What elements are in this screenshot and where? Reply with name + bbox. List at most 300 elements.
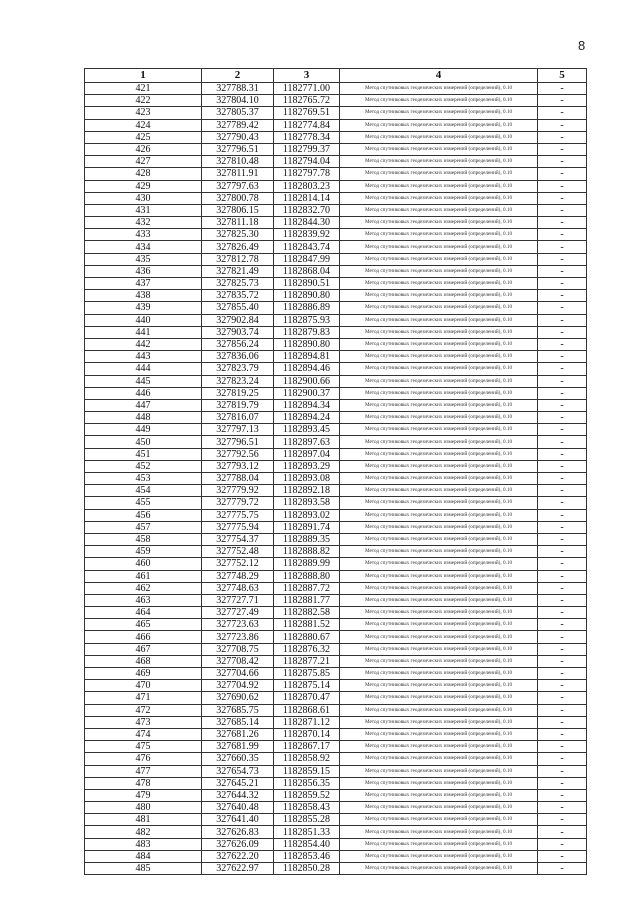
accuracy-cell: - — [538, 204, 587, 216]
accuracy-cell: - — [538, 546, 587, 558]
y-coordinate-cell: 1182858.92 — [274, 753, 340, 765]
y-coordinate-cell: 1182894.34 — [274, 399, 340, 411]
y-coordinate-cell: 1182879.83 — [274, 326, 340, 338]
x-coordinate-cell: 327704.92 — [202, 680, 274, 692]
method-cell: Метод спутниковых геодезических измерений (определений), 0.10 — [340, 302, 538, 314]
point-number-cell: 468 — [85, 655, 202, 667]
point-number-cell: 421 — [85, 83, 202, 95]
table-row — [85, 338, 587, 350]
table-row — [85, 399, 587, 411]
accuracy-cell: - — [538, 728, 587, 740]
y-coordinate-cell: 1182900.66 — [274, 375, 340, 387]
point-number-cell: 447 — [85, 399, 202, 411]
table-row — [85, 326, 587, 338]
table-row — [85, 192, 587, 204]
accuracy-cell: - — [538, 838, 587, 850]
x-coordinate-cell: 327779.92 — [202, 485, 274, 497]
point-number-cell: 473 — [85, 716, 202, 728]
method-cell: Метод спутниковых геодезических измерений (определений), 0.10 — [340, 680, 538, 692]
column-header-5: 5 — [538, 69, 587, 83]
table-row — [85, 570, 587, 582]
accuracy-cell: - — [538, 826, 587, 838]
table-row — [85, 473, 587, 485]
method-cell: Метод спутниковых геодезических измерений (определений), 0.10 — [340, 156, 538, 168]
column-header-1: 1 — [85, 69, 202, 83]
table-row — [85, 594, 587, 606]
y-coordinate-cell: 1182876.32 — [274, 643, 340, 655]
x-coordinate-cell: 327660.35 — [202, 753, 274, 765]
method-cell: Метод спутниковых геодезических измерений (определений), 0.10 — [340, 192, 538, 204]
method-cell: Метод спутниковых геодезических измерений (определений), 0.10 — [340, 460, 538, 472]
accuracy-cell: - — [538, 253, 587, 265]
table-row — [85, 229, 587, 241]
x-coordinate-cell: 327626.83 — [202, 826, 274, 838]
y-coordinate-cell: 1182794.04 — [274, 156, 340, 168]
point-number-cell: 455 — [85, 497, 202, 509]
table-row — [85, 655, 587, 667]
accuracy-cell: - — [538, 448, 587, 460]
accuracy-cell: - — [538, 95, 587, 107]
table-row — [85, 436, 587, 448]
table-row — [85, 278, 587, 290]
point-number-cell: 440 — [85, 314, 202, 326]
x-coordinate-cell: 327805.37 — [202, 107, 274, 119]
point-number-cell: 471 — [85, 692, 202, 704]
y-coordinate-cell: 1182847.99 — [274, 253, 340, 265]
table-row — [85, 814, 587, 826]
table-row — [85, 777, 587, 789]
table-row — [85, 83, 587, 95]
accuracy-cell: - — [538, 692, 587, 704]
accuracy-cell: - — [538, 363, 587, 375]
method-cell: Метод спутниковых геодезических измерений (определений), 0.10 — [340, 168, 538, 180]
table-row — [85, 631, 587, 643]
y-coordinate-cell: 1182858.43 — [274, 802, 340, 814]
accuracy-cell: - — [538, 802, 587, 814]
y-coordinate-cell: 1182870.14 — [274, 728, 340, 740]
y-coordinate-cell: 1182774.84 — [274, 119, 340, 131]
method-cell: Метод спутниковых геодезических измерений (определений), 0.10 — [340, 765, 538, 777]
accuracy-cell: - — [538, 789, 587, 801]
x-coordinate-cell: 327823.79 — [202, 363, 274, 375]
point-number-cell: 449 — [85, 424, 202, 436]
accuracy-cell: - — [538, 680, 587, 692]
y-coordinate-cell: 1182832.70 — [274, 204, 340, 216]
y-coordinate-cell: 1182797.78 — [274, 168, 340, 180]
accuracy-cell: - — [538, 570, 587, 582]
x-coordinate-cell: 327819.25 — [202, 387, 274, 399]
x-coordinate-cell: 327804.10 — [202, 95, 274, 107]
point-number-cell: 430 — [85, 192, 202, 204]
x-coordinate-cell: 327903.74 — [202, 326, 274, 338]
y-coordinate-cell: 1182877.21 — [274, 655, 340, 667]
x-coordinate-cell: 327797.13 — [202, 424, 274, 436]
y-coordinate-cell: 1182868.04 — [274, 265, 340, 277]
point-number-cell: 458 — [85, 533, 202, 545]
x-coordinate-cell: 327816.07 — [202, 412, 274, 424]
point-number-cell: 466 — [85, 631, 202, 643]
point-number-cell: 467 — [85, 643, 202, 655]
y-coordinate-cell: 1182871.12 — [274, 716, 340, 728]
method-cell: Метод спутниковых геодезических измерений (определений), 0.10 — [340, 643, 538, 655]
accuracy-cell: - — [538, 533, 587, 545]
x-coordinate-cell: 327811.91 — [202, 168, 274, 180]
table-row — [85, 789, 587, 801]
table-row — [85, 802, 587, 814]
accuracy-cell: - — [538, 412, 587, 424]
point-number-cell: 450 — [85, 436, 202, 448]
point-number-cell: 424 — [85, 119, 202, 131]
point-number-cell: 441 — [85, 326, 202, 338]
y-coordinate-cell: 1182881.52 — [274, 619, 340, 631]
method-cell: Метод спутниковых геодезических измерений (определений), 0.10 — [340, 131, 538, 143]
point-number-cell: 429 — [85, 180, 202, 192]
accuracy-cell: - — [538, 387, 587, 399]
y-coordinate-cell: 1182771.00 — [274, 83, 340, 95]
y-coordinate-cell: 1182893.45 — [274, 424, 340, 436]
method-cell: Метод спутниковых геодезических измерений (определений), 0.10 — [340, 473, 538, 485]
table-row — [85, 546, 587, 558]
method-cell: Метод спутниковых геодезических измерений (определений), 0.10 — [340, 582, 538, 594]
point-number-cell: 439 — [85, 302, 202, 314]
y-coordinate-cell: 1182859.52 — [274, 789, 340, 801]
point-number-cell: 463 — [85, 594, 202, 606]
table-row — [85, 387, 587, 399]
point-number-cell: 472 — [85, 704, 202, 716]
x-coordinate-cell: 327826.49 — [202, 241, 274, 253]
accuracy-cell: - — [538, 655, 587, 667]
accuracy-cell: - — [538, 436, 587, 448]
method-cell: Метод спутниковых геодезических измерений (определений), 0.10 — [340, 180, 538, 192]
x-coordinate-cell: 327723.86 — [202, 631, 274, 643]
point-number-cell: 484 — [85, 850, 202, 862]
x-coordinate-cell: 327708.75 — [202, 643, 274, 655]
table-row — [85, 180, 587, 192]
x-coordinate-cell: 327835.72 — [202, 290, 274, 302]
y-coordinate-cell: 1182882.58 — [274, 607, 340, 619]
point-number-cell: 432 — [85, 217, 202, 229]
accuracy-cell: - — [538, 180, 587, 192]
point-number-cell: 475 — [85, 741, 202, 753]
x-coordinate-cell: 327825.73 — [202, 278, 274, 290]
point-number-cell: 452 — [85, 460, 202, 472]
x-coordinate-cell: 327644.32 — [202, 789, 274, 801]
method-cell: Метод спутниковых геодезических измерений (определений), 0.10 — [340, 290, 538, 302]
y-coordinate-cell: 1182875.93 — [274, 314, 340, 326]
table-row — [85, 741, 587, 753]
x-coordinate-cell: 327640.48 — [202, 802, 274, 814]
method-cell: Метод спутниковых геодезических измерений (определений), 0.10 — [340, 558, 538, 570]
point-number-cell: 454 — [85, 485, 202, 497]
table-body — [85, 83, 587, 875]
y-coordinate-cell: 1182856.35 — [274, 777, 340, 789]
x-coordinate-cell: 327806.15 — [202, 204, 274, 216]
method-cell: Метод спутниковых геодезических измерений (определений), 0.10 — [340, 533, 538, 545]
y-coordinate-cell: 1182875.85 — [274, 668, 340, 680]
table-row — [85, 533, 587, 545]
method-cell: Метод спутниковых геодезических измерений (определений), 0.10 — [340, 436, 538, 448]
point-number-cell: 443 — [85, 351, 202, 363]
y-coordinate-cell: 1182888.80 — [274, 570, 340, 582]
method-cell: Метод спутниковых геодезических измерений (определений), 0.10 — [340, 497, 538, 509]
method-cell: Метод спутниковых геодезических измерений (определений), 0.10 — [340, 241, 538, 253]
point-number-cell: 476 — [85, 753, 202, 765]
table-row — [85, 497, 587, 509]
method-cell: Метод спутниковых геодезических измерений (определений), 0.10 — [340, 594, 538, 606]
x-coordinate-cell: 327836.06 — [202, 351, 274, 363]
accuracy-cell: - — [538, 375, 587, 387]
point-number-cell: 437 — [85, 278, 202, 290]
x-coordinate-cell: 327810.48 — [202, 156, 274, 168]
point-number-cell: 459 — [85, 546, 202, 558]
method-cell: Метод спутниковых геодезических измерений (определений), 0.10 — [340, 619, 538, 631]
method-cell: Метод спутниковых геодезических измерений (определений), 0.10 — [340, 668, 538, 680]
method-cell: Метод спутниковых геодезических измерений (определений), 0.10 — [340, 314, 538, 326]
point-number-cell: 442 — [85, 338, 202, 350]
method-cell: Метод спутниковых геодезических измерений (определений), 0.10 — [340, 789, 538, 801]
page-number: 8 — [578, 38, 586, 53]
point-number-cell: 464 — [85, 607, 202, 619]
accuracy-cell: - — [538, 594, 587, 606]
accuracy-cell: - — [538, 863, 587, 875]
method-cell: Метод спутниковых геодезических измерений (определений), 0.10 — [340, 546, 538, 558]
accuracy-cell: - — [538, 753, 587, 765]
table-row — [85, 168, 587, 180]
accuracy-cell: - — [538, 631, 587, 643]
method-cell: Метод спутниковых геодезических измерений (определений), 0.10 — [340, 363, 538, 375]
table-row — [85, 765, 587, 777]
x-coordinate-cell: 327681.99 — [202, 741, 274, 753]
x-coordinate-cell: 327622.20 — [202, 850, 274, 862]
x-coordinate-cell: 327654.73 — [202, 765, 274, 777]
table-row — [85, 448, 587, 460]
table-row — [85, 558, 587, 570]
x-coordinate-cell: 327812.78 — [202, 253, 274, 265]
y-coordinate-cell: 1182778.34 — [274, 131, 340, 143]
method-cell: Метод спутниковых геодезических измерений (определений), 0.10 — [340, 351, 538, 363]
x-coordinate-cell: 327727.49 — [202, 607, 274, 619]
accuracy-cell: - — [538, 643, 587, 655]
x-coordinate-cell: 327821.49 — [202, 265, 274, 277]
x-coordinate-cell: 327792.56 — [202, 448, 274, 460]
accuracy-cell: - — [538, 265, 587, 277]
method-cell: Метод спутниковых геодезических измерений (определений), 0.10 — [340, 607, 538, 619]
table-row — [85, 375, 587, 387]
x-coordinate-cell: 327775.94 — [202, 521, 274, 533]
point-number-cell: 425 — [85, 131, 202, 143]
y-coordinate-cell: 1182853.46 — [274, 850, 340, 862]
table-row — [85, 680, 587, 692]
accuracy-cell: - — [538, 302, 587, 314]
point-number-cell: 478 — [85, 777, 202, 789]
y-coordinate-cell: 1182855.28 — [274, 814, 340, 826]
table-row — [85, 217, 587, 229]
method-cell: Метод спутниковых геодезических измерений (определений), 0.10 — [340, 692, 538, 704]
x-coordinate-cell: 327788.04 — [202, 473, 274, 485]
point-number-cell: 451 — [85, 448, 202, 460]
x-coordinate-cell: 327727.71 — [202, 594, 274, 606]
x-coordinate-cell: 327788.31 — [202, 83, 274, 95]
y-coordinate-cell: 1182893.29 — [274, 460, 340, 472]
table-row — [85, 302, 587, 314]
method-cell: Метод спутниковых геодезических измерений (определений), 0.10 — [340, 448, 538, 460]
table-row — [85, 728, 587, 740]
accuracy-cell: - — [538, 716, 587, 728]
accuracy-cell: - — [538, 168, 587, 180]
y-coordinate-cell: 1182894.24 — [274, 412, 340, 424]
table-row — [85, 241, 587, 253]
x-coordinate-cell: 327796.51 — [202, 436, 274, 448]
x-coordinate-cell: 327800.78 — [202, 192, 274, 204]
method-cell: Метод спутниковых геодезических измерений (определений), 0.10 — [340, 107, 538, 119]
table-row — [85, 412, 587, 424]
point-number-cell: 445 — [85, 375, 202, 387]
y-coordinate-cell: 1182891.74 — [274, 521, 340, 533]
accuracy-cell: - — [538, 241, 587, 253]
method-cell: Метод спутниковых геодезических измерений (определений), 0.10 — [340, 485, 538, 497]
accuracy-cell: - — [538, 582, 587, 594]
accuracy-cell: - — [538, 509, 587, 521]
y-coordinate-cell: 1182859.15 — [274, 765, 340, 777]
table-row — [85, 607, 587, 619]
accuracy-cell: - — [538, 290, 587, 302]
method-cell: Метод спутниковых геодезических измерений (определений), 0.10 — [340, 728, 538, 740]
y-coordinate-cell: 1182814.14 — [274, 192, 340, 204]
method-cell: Метод спутниковых геодезических измерений (определений), 0.10 — [340, 375, 538, 387]
accuracy-cell: - — [538, 473, 587, 485]
method-cell: Метод спутниковых геодезических измерений (определений), 0.10 — [340, 814, 538, 826]
table-row — [85, 424, 587, 436]
coordinates-table — [84, 68, 587, 875]
point-number-cell: 462 — [85, 582, 202, 594]
x-coordinate-cell: 327793.12 — [202, 460, 274, 472]
x-coordinate-cell: 327790.43 — [202, 131, 274, 143]
table-row — [85, 668, 587, 680]
x-coordinate-cell: 327685.14 — [202, 716, 274, 728]
accuracy-cell: - — [538, 326, 587, 338]
x-coordinate-cell: 327855.40 — [202, 302, 274, 314]
y-coordinate-cell: 1182765.72 — [274, 95, 340, 107]
y-coordinate-cell: 1182844.30 — [274, 217, 340, 229]
method-cell: Метод спутниковых геодезических измерений (определений), 0.10 — [340, 338, 538, 350]
method-cell: Метод спутниковых геодезических измерений (определений), 0.10 — [340, 217, 538, 229]
accuracy-cell: - — [538, 192, 587, 204]
table-row — [85, 363, 587, 375]
table-row — [85, 107, 587, 119]
x-coordinate-cell: 327748.29 — [202, 570, 274, 582]
method-cell: Метод спутниковых геодезических измерений (определений), 0.10 — [340, 802, 538, 814]
table-row — [85, 265, 587, 277]
accuracy-cell: - — [538, 814, 587, 826]
method-cell: Метод спутниковых геодезических измерений (определений), 0.10 — [340, 570, 538, 582]
y-coordinate-cell: 1182887.72 — [274, 582, 340, 594]
x-coordinate-cell: 327645.21 — [202, 777, 274, 789]
accuracy-cell: - — [538, 765, 587, 777]
method-cell: Метод спутниковых геодезических измерений (определений), 0.10 — [340, 655, 538, 667]
y-coordinate-cell: 1182890.51 — [274, 278, 340, 290]
x-coordinate-cell: 327789.42 — [202, 119, 274, 131]
point-number-cell: 438 — [85, 290, 202, 302]
method-cell: Метод спутниковых геодезических измерений (определений), 0.10 — [340, 326, 538, 338]
point-number-cell: 480 — [85, 802, 202, 814]
table-row — [85, 143, 587, 155]
y-coordinate-cell: 1182851.33 — [274, 826, 340, 838]
accuracy-cell: - — [538, 521, 587, 533]
table-row — [85, 290, 587, 302]
method-cell: Метод спутниковых геодезических измерений (определений), 0.10 — [340, 253, 538, 265]
x-coordinate-cell: 327723.63 — [202, 619, 274, 631]
method-cell: Метод спутниковых геодезических измерений (определений), 0.10 — [340, 704, 538, 716]
table-row — [85, 131, 587, 143]
method-cell: Метод спутниковых геодезических измерений (определений), 0.10 — [340, 863, 538, 875]
accuracy-cell: - — [538, 131, 587, 143]
table-row — [85, 692, 587, 704]
y-coordinate-cell: 1182890.80 — [274, 290, 340, 302]
table-row — [85, 582, 587, 594]
method-cell: Метод спутниковых геодезических измерений (определений), 0.10 — [340, 753, 538, 765]
table-row — [85, 509, 587, 521]
x-coordinate-cell: 327752.48 — [202, 546, 274, 558]
table-row — [85, 643, 587, 655]
point-number-cell: 457 — [85, 521, 202, 533]
table-row — [85, 753, 587, 765]
point-number-cell: 460 — [85, 558, 202, 570]
method-cell: Метод спутниковых геодезических измерений (определений), 0.10 — [340, 741, 538, 753]
point-number-cell: 482 — [85, 826, 202, 838]
point-number-cell: 422 — [85, 95, 202, 107]
method-cell: Метод спутниковых геодезических измерений (определений), 0.10 — [340, 521, 538, 533]
table-row — [85, 204, 587, 216]
y-coordinate-cell: 1182886.89 — [274, 302, 340, 314]
y-coordinate-cell: 1182897.04 — [274, 448, 340, 460]
method-cell: Метод спутниковых геодезических измерений (определений), 0.10 — [340, 850, 538, 862]
accuracy-cell: - — [538, 460, 587, 472]
accuracy-cell: - — [538, 217, 587, 229]
method-cell: Метод спутниковых геодезических измерений (определений), 0.10 — [340, 399, 538, 411]
table-row — [85, 156, 587, 168]
point-number-cell: 453 — [85, 473, 202, 485]
y-coordinate-cell: 1182799.37 — [274, 143, 340, 155]
table-row — [85, 460, 587, 472]
x-coordinate-cell: 327704.66 — [202, 668, 274, 680]
point-number-cell: 470 — [85, 680, 202, 692]
x-coordinate-cell: 327748.63 — [202, 582, 274, 594]
method-cell: Метод спутниковых геодезических измерений (определений), 0.10 — [340, 631, 538, 643]
method-cell: Метод спутниковых геодезических измерений (определений), 0.10 — [340, 265, 538, 277]
accuracy-cell: - — [538, 741, 587, 753]
method-cell: Метод спутниковых геодезических измерений (определений), 0.10 — [340, 509, 538, 521]
table-row — [85, 838, 587, 850]
y-coordinate-cell: 1182843.74 — [274, 241, 340, 253]
point-number-cell: 435 — [85, 253, 202, 265]
method-cell: Метод спутниковых геодезических измерений (определений), 0.10 — [340, 229, 538, 241]
table-row — [85, 863, 587, 875]
method-cell: Метод спутниковых геодезических измерений (определений), 0.10 — [340, 412, 538, 424]
table-row — [85, 314, 587, 326]
accuracy-cell: - — [538, 83, 587, 95]
point-number-cell: 426 — [85, 143, 202, 155]
method-cell: Метод спутниковых геодезических измерений (определений), 0.10 — [340, 95, 538, 107]
table-row — [85, 351, 587, 363]
y-coordinate-cell: 1182881.77 — [274, 594, 340, 606]
method-cell: Метод спутниковых геодезических измерений (определений), 0.10 — [340, 119, 538, 131]
y-coordinate-cell: 1182867.17 — [274, 741, 340, 753]
x-coordinate-cell: 327622.97 — [202, 863, 274, 875]
y-coordinate-cell: 1182893.02 — [274, 509, 340, 521]
table-row — [85, 619, 587, 631]
accuracy-cell: - — [538, 704, 587, 716]
point-number-cell: 436 — [85, 265, 202, 277]
